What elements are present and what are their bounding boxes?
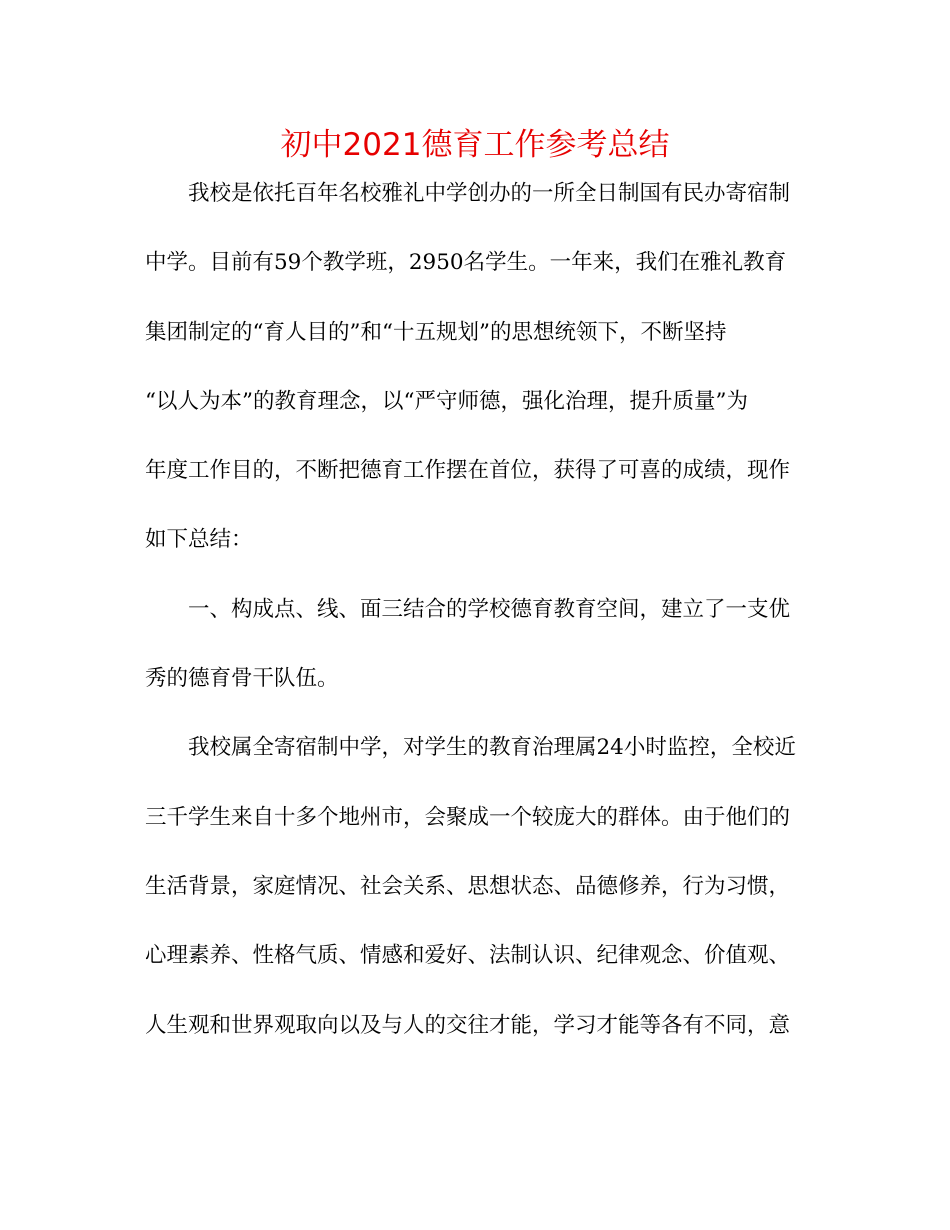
document-title: 初中2021德育工作参考总结 [280,127,670,163]
paragraph-line: 我校是依托百年名校雅礼中学创办的一所全日制国有民办寄宿制 [188,181,791,206]
document-body [145,174,825,1075]
paragraph-line: “以人为本”的教育理念，以“严守师德，强化治理，提升质量”为 [145,388,748,414]
section-heading-line: 秀的德育骨干队伍。 [145,666,339,692]
paragraph-line: 年度工作目的，不断把德育工作摆在首位，获得了可喜的成绩，现作 [145,458,791,484]
paragraph-line: 三千学生来自十多个地州市，会聚成一个较庞大的群体。由于他们的 [145,804,791,830]
paragraph-line: 心理素养、性格气质、情感和爱好、法制认识、纪律观念、价值观、 [145,943,791,969]
paragraph-line: 中学。目前有59个教学班，2950名学生。一年来，我们在雅礼教育 [145,250,787,276]
paragraph-line: 如下总结： [145,527,253,553]
section-heading-line: 一、构成点、线、面三结合的学校德育教育空间，建立了一支优 [188,596,791,622]
paragraph-line: 人生观和世界观取向以及与人的交往才能，学习才能等各有不同，意 [145,1012,791,1038]
paragraph-line: 生活背景，家庭情况、社会关系、思想状态、品德修养，行为习惯， [145,873,791,899]
paragraph-line: 集团制定的“育人目的”和“十五规划”的思想统领下，不断坚持 [145,319,727,345]
paragraph-line: 我校属全寄宿制中学，对学生的教育治理属24小时监控，全校近 [188,735,796,761]
